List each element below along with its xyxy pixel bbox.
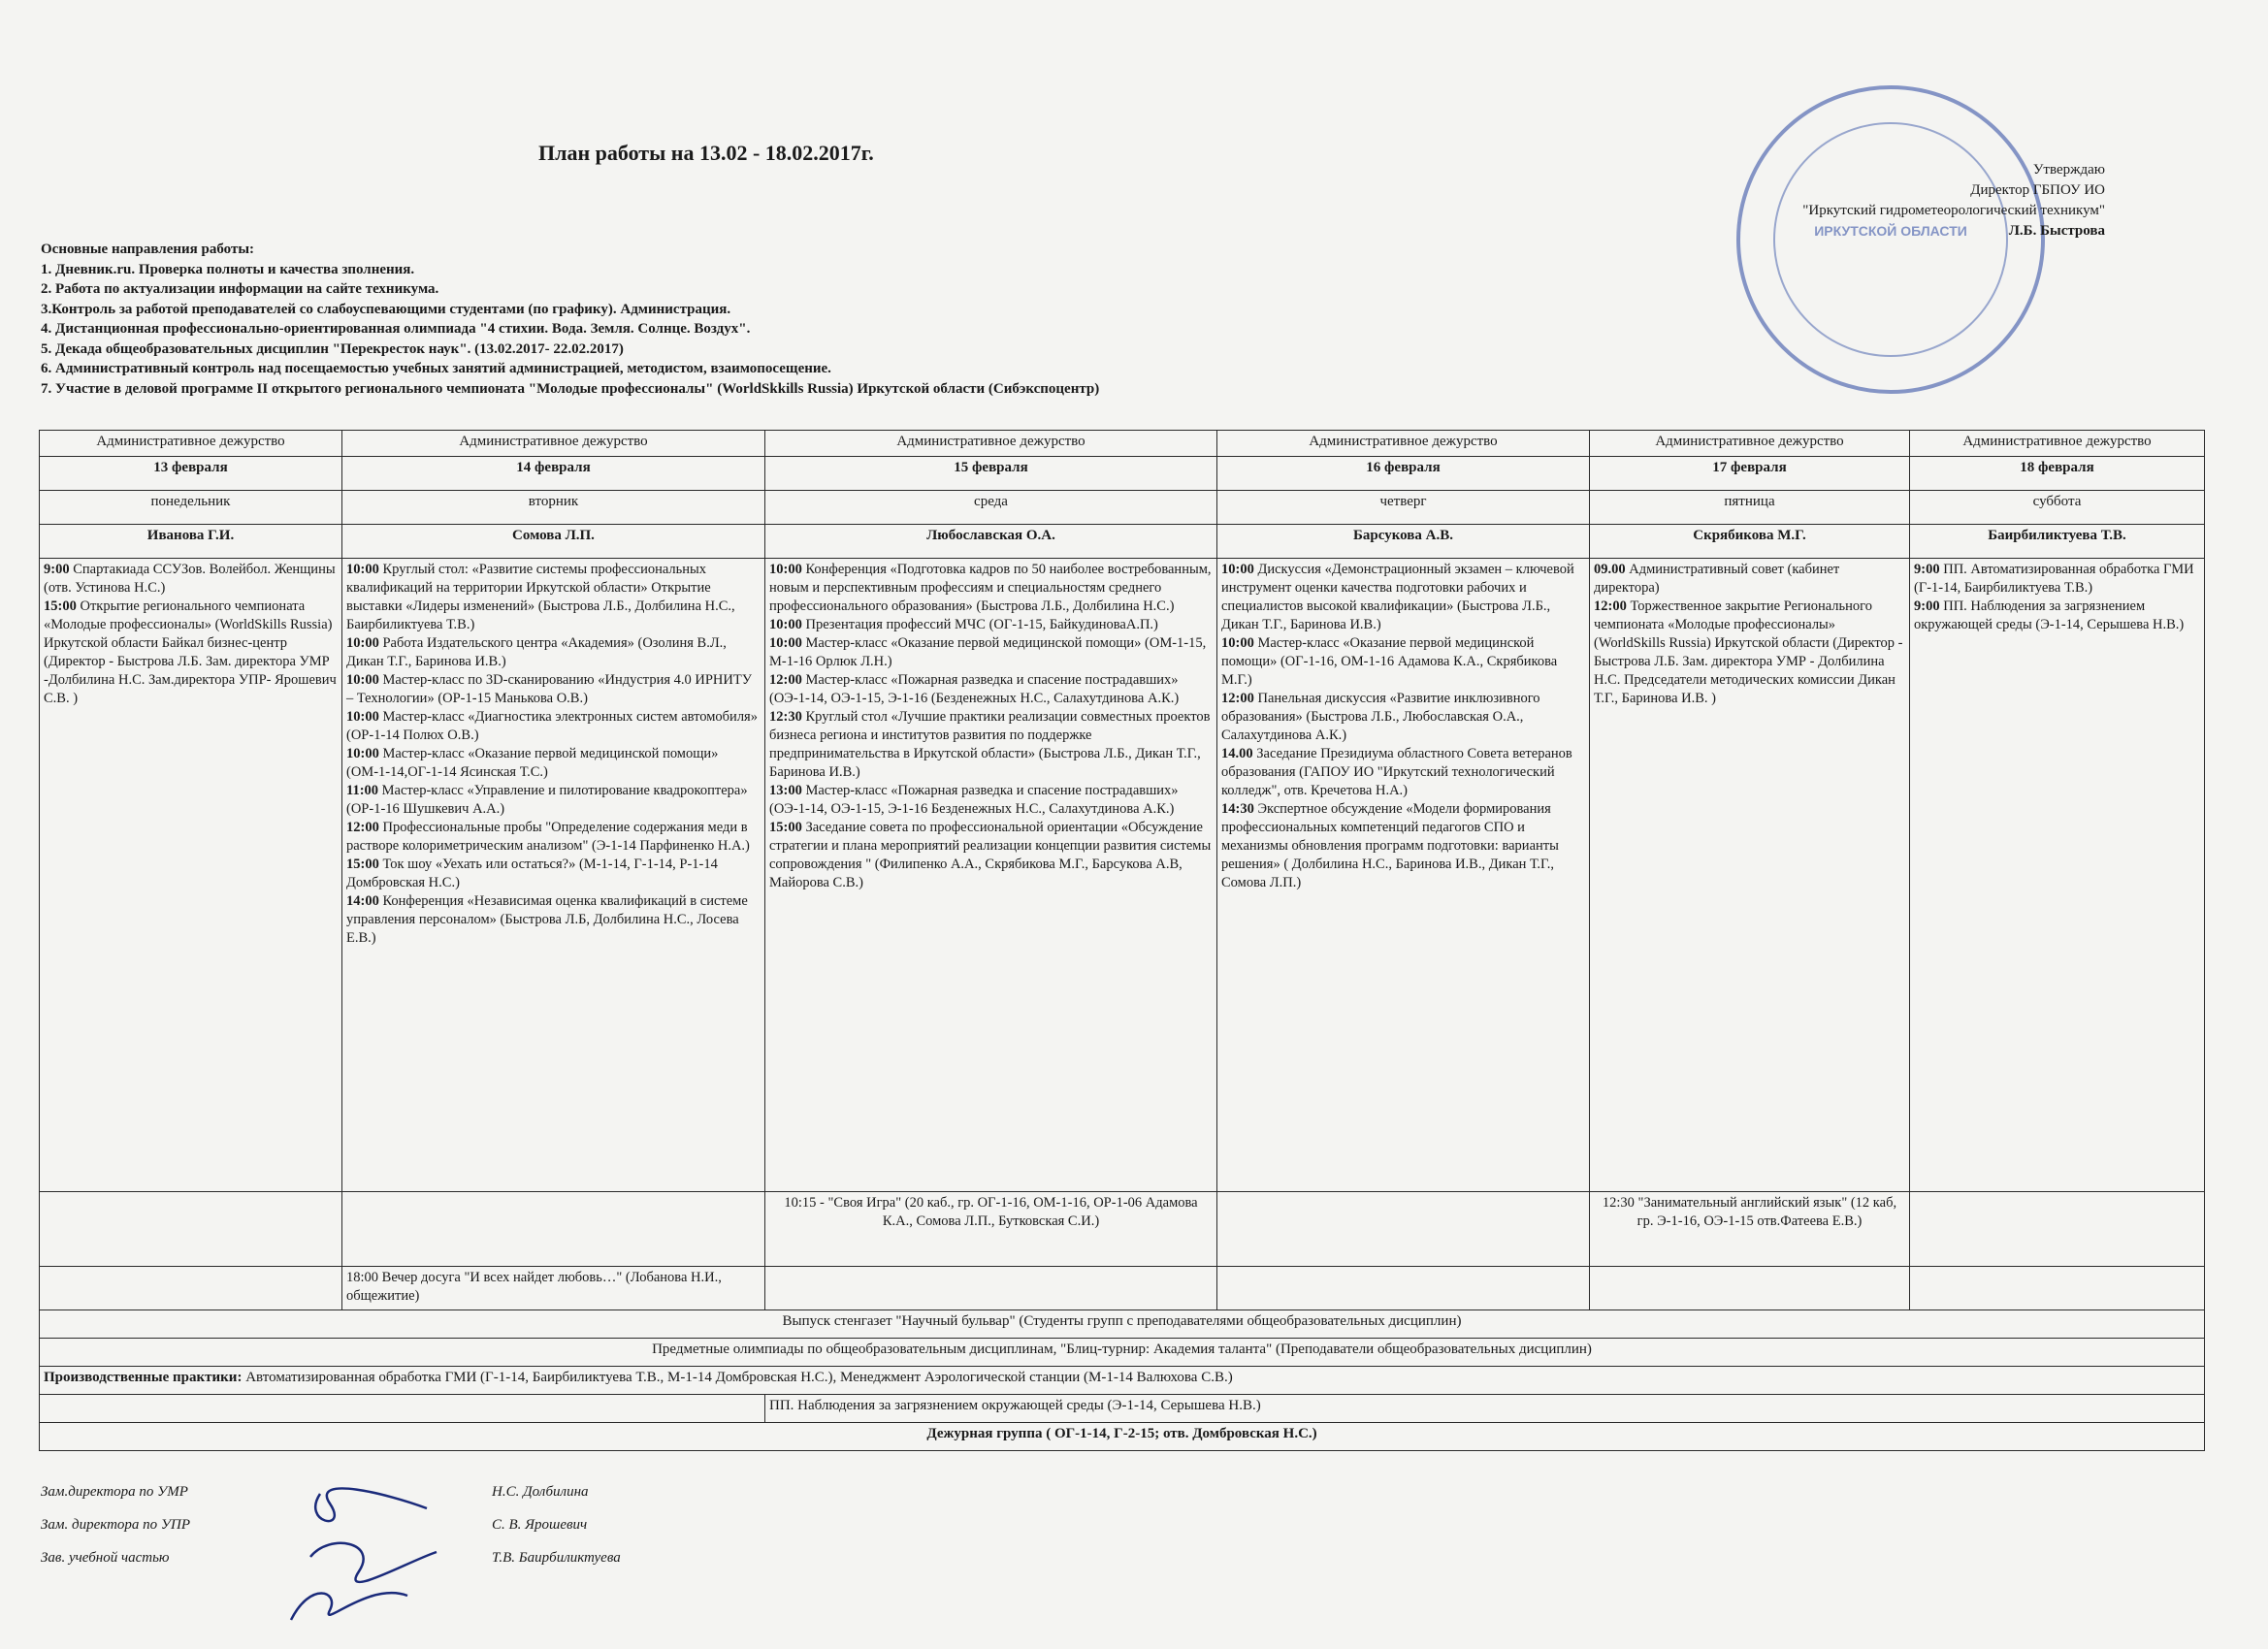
event-time: 14:00 xyxy=(346,893,379,909)
event-item xyxy=(346,708,761,745)
duty-header-row xyxy=(40,431,2205,457)
event-item xyxy=(346,819,761,856)
approval-line: Утверждаю xyxy=(2032,162,2105,178)
empty-cell xyxy=(40,1395,765,1423)
event-text: Мастер-класс по 3D-сканированию «Индустрия 4.0 ИРНИТУ – Технологии» (ОР-1-15 Манькова О.В.) xyxy=(346,672,752,706)
empty-cell xyxy=(1217,1192,1590,1267)
event-item xyxy=(44,598,338,708)
empty-cell xyxy=(342,1192,765,1267)
duty-person-cell: Скрябикова М.Г. xyxy=(1590,525,1910,559)
empty-cell xyxy=(1590,1267,1910,1310)
event-item xyxy=(1221,634,1585,690)
event-text: Мастер-класс «Управление и пилотирование квадрокоптера» (ОР-1-16 Шушкевич А.А.) xyxy=(346,783,748,817)
main-directions xyxy=(41,240,1593,399)
event-text: Заседание совета по профессиональной ориентации «Обсуждение стратегии и плана мероприятий реализации концепции развития системы сопровождения " (Филипенко А.А., Скрябикова М.Г., Барсукова А.В, Майорова С.В.) xyxy=(769,820,1212,890)
event-time: 12:00 xyxy=(769,672,802,688)
event-item xyxy=(769,634,1213,671)
date-cell: 18 февраля xyxy=(1910,457,2205,491)
event-text: Экспертное обсуждение «Модели формирования профессиональных компетенций педагогов СПО и механизмы обновления программ подготовки: варианты решения» ( Долбилина Н.С., Баринова И.В., Дикан Т.Г., Сомова Л.П.) xyxy=(1221,801,1559,890)
event-time: 10:00 xyxy=(346,672,379,688)
direction-item: 2. Работа по актуализации информации на сайте техникума. xyxy=(41,281,439,297)
event-item xyxy=(769,819,1213,892)
event-time: 10:00 xyxy=(346,635,379,651)
band-newspaper: Выпуск стенгазет "Научный бульвар" (Студенты групп с преподавателями общеобразовательных дисциплин) xyxy=(40,1310,2205,1339)
event-text: Административный совет (кабинет директора) xyxy=(1594,562,1840,596)
event-item xyxy=(346,634,761,671)
date-cell: 14 февраля xyxy=(342,457,765,491)
event-text: Работа Издательского центра «Академия» (Озолиня В.Л., Дикан Т.Г., Баринова И.В.) xyxy=(346,635,727,669)
band-duty-group: Дежурная группа ( ОГ-1-14, Г-2-15; отв. Домбровская Н.С.) xyxy=(40,1423,2205,1451)
signature-name: Н.С. Долбилина xyxy=(492,1484,589,1500)
duty-person-row xyxy=(40,525,2205,559)
event-text: Круглый стол: «Развитие системы профессиональных квалификаций на территории Иркутской области» Открытие выставки «Лидеры изменений» (Быстрова Л.Б., Долбилина Н.С., Баирбиликтуева Т.В.) xyxy=(346,562,735,632)
empty-cell xyxy=(1910,1267,2205,1310)
direction-item: 1. Дневник.ru. Проверка полноты и качества зполнения. xyxy=(41,261,415,277)
event-time: 10:00 xyxy=(769,635,802,651)
event-item xyxy=(769,561,1213,616)
event-text: Ток шоу «Уехать или остаться?» (М-1-14, Г-1-14, Р-1-14 Домбровская Н.С.) xyxy=(346,857,718,890)
event-item xyxy=(346,892,761,948)
event-item xyxy=(1594,561,1905,598)
event-text: Мастер-класс «Оказание первой медицинской помощи» (ОМ-1-15, М-1-16 Орлюк Л.Н.) xyxy=(769,635,1207,669)
practice-text: Автоматизированная обработка ГМИ (Г-1-14, Баирбиликтуева Т.В., М-1-14 Домбровская Н.С.), Менеджмент Аэрологической станции (М-1-14 Валюхова С.В.) xyxy=(242,1370,1233,1385)
event-text: Мастер-класс «Диагностика электронных систем автомобиля» (ОР-1-14 Полюх О.В.) xyxy=(346,709,758,743)
duty-header-cell: Административное дежурство xyxy=(1910,431,2205,457)
direction-item: 3.Контроль за работой преподавателей со слабоуспевающими студентами (по графику). Администрация. xyxy=(41,301,731,317)
events-cell-saturday xyxy=(1910,559,2205,1192)
empty-cell xyxy=(40,1192,342,1267)
event-text: Дискуссия «Демонстрационный экзамен – ключевой инструмент оценки качества подготовки рабочих и специалистов высокой квалификации» (Быстрова Л.Б., Дикан Т.Г., Баринова И.В.) xyxy=(1221,562,1574,632)
date-cell: 15 февраля xyxy=(765,457,1217,491)
event-item xyxy=(1221,690,1585,745)
weekday-cell: среда xyxy=(765,491,1217,525)
event-time: 12:30 xyxy=(769,709,802,725)
duty-header-cell: Административное дежурство xyxy=(765,431,1217,457)
extra-events-row xyxy=(40,1192,2205,1267)
approval-line: "Иркутский гидрометеорологический техникум" xyxy=(1802,203,2105,218)
event-text: Конференция «Подготовка кадров по 50 наиболее востребованным, новым и перспективным профессиям и специальностям среднего профессионального образования» (Быстрова Л.Б., Долбилина Н.С.) xyxy=(769,562,1212,614)
direction-item: 7. Участие в деловой программе II открытого регионального чемпионата "Молодые профессионалы" (WorldSkkills Russia) Иркутской области (Сибэкспоцентр) xyxy=(41,380,1100,397)
event-item xyxy=(1914,561,2200,598)
event-item xyxy=(769,708,1213,782)
event-item xyxy=(769,782,1213,819)
events-cell-thursday xyxy=(1217,559,1590,1192)
event-text: Мастер-класс «Пожарная разведка и спасение пострадавших» (ОЭ-1-14, ОЭ-1-15, Э-1-16 Безденежных Н.С., Салахутдинова А.К.) xyxy=(769,783,1179,817)
event-english-club: 12:30 "Занимательный английский язык" (12 каб, гр. Э-1-16, ОЭ-1-15 отв.Фатеева Е.В.) xyxy=(1590,1192,1910,1267)
date-cell: 16 февраля xyxy=(1217,457,1590,491)
event-item xyxy=(346,561,761,634)
weekday-cell: пятница xyxy=(1590,491,1910,525)
event-time: 14:30 xyxy=(1221,801,1254,817)
signature-row xyxy=(41,1550,720,1583)
date-row xyxy=(40,457,2205,491)
band-practice xyxy=(40,1367,2205,1395)
event-text: Конференция «Независимая оценка квалификаций в системе управления персоналом» (Быстрова Л.Б, Долбилина Н.С., Лосева Е.В.) xyxy=(346,893,748,946)
date-cell: 17 февраля xyxy=(1590,457,1910,491)
empty-cell xyxy=(765,1267,1217,1310)
signature-row xyxy=(41,1484,720,1517)
weekday-cell: вторник xyxy=(342,491,765,525)
band-row xyxy=(40,1367,2205,1395)
event-item xyxy=(44,561,338,598)
practice-label: Производственные практики: xyxy=(44,1370,243,1385)
direction-item: 4. Дистанционная профессионально-ориентированная олимпиада "4 стихии. Вода. Земля. Солнце. Воздух". xyxy=(41,321,751,337)
event-time: 11:00 xyxy=(346,783,379,798)
event-time: 15:00 xyxy=(769,820,802,835)
directions-heading: Основные направления работы: xyxy=(41,242,255,257)
event-text: ПП. Автоматизированная обработка ГМИ (Г-1-14, Баирбиликтуева Т.В.) xyxy=(1914,562,2194,596)
event-item xyxy=(1221,561,1585,634)
events-cell-friday xyxy=(1590,559,1910,1192)
event-item xyxy=(1914,598,2200,634)
signature-name: С. В. Ярошевич xyxy=(492,1517,588,1533)
event-item xyxy=(769,616,1213,634)
signature-role: Зав. учебной частью xyxy=(41,1550,170,1566)
duty-person-cell: Баирбиликтуева Т.В. xyxy=(1910,525,2205,559)
event-text: Мастер-класс «Пожарная разведка и спасение пострадавших» (ОЭ-1-14, ОЭ-1-15, Э-1-16 (Безденежных Н.С., Салахутдинова А.К.) xyxy=(769,672,1180,706)
event-time: 15:00 xyxy=(44,598,77,614)
events-cell-wednesday xyxy=(765,559,1217,1192)
weekly-plan-table xyxy=(39,430,2205,1451)
event-time: 09.00 xyxy=(1594,562,1626,577)
events-cell-monday xyxy=(40,559,342,1192)
approval-line: Директор ГБПОУ ИО xyxy=(1970,182,2105,198)
event-text: Мастер-класс «Оказание первой медицинской помощи» (ОМ-1-14,ОГ-1-14 Ясинская Т.С.) xyxy=(346,746,719,780)
event-time: 14.00 xyxy=(1221,746,1253,761)
duty-header-cell: Административное дежурство xyxy=(342,431,765,457)
event-text: Презентация профессий МЧС (ОГ-1-15, БайкудиноваА.П.) xyxy=(801,617,1158,632)
event-time: 9:00 xyxy=(1914,562,1940,577)
event-item xyxy=(346,671,761,708)
signature-role: Зам. директора по УПР xyxy=(41,1517,190,1533)
event-time: 10:00 xyxy=(346,746,379,761)
duty-header-cell: Административное дежурство xyxy=(40,431,342,457)
event-own-game: 10:15 - "Своя Игра" (20 каб., гр. ОГ-1-16, ОМ-1-16, ОР-1-06 Адамова К.А., Сомова Л.П., Бутковская С.И.) xyxy=(765,1192,1217,1267)
event-time: 10:00 xyxy=(769,617,802,632)
signature-block xyxy=(41,1484,720,1583)
empty-cell xyxy=(40,1267,342,1310)
date-cell: 13 февраля xyxy=(40,457,342,491)
approval-block xyxy=(1649,160,2105,242)
duty-person-cell: Барсукова А.В. xyxy=(1217,525,1590,559)
duty-header-cell: Административное дежурство xyxy=(1217,431,1590,457)
events-cell-tuesday xyxy=(342,559,765,1192)
event-text: Мастер-класс «Оказание первой медицинской помощи» (ОГ-1-16, ОМ-1-16 Адамова К.А., Скрябикова М.Г.) xyxy=(1221,635,1558,688)
event-item xyxy=(346,745,761,782)
duty-person-cell: Любославская О.А. xyxy=(765,525,1217,559)
weekday-row xyxy=(40,491,2205,525)
direction-item: 5. Декада общеобразовательных дисциплин "Перекресток наук". (13.02.2017- 22.02.2017) xyxy=(41,340,624,357)
signature-row xyxy=(41,1517,720,1550)
event-text: Спартакиада ССУЗов. Волейбол. Женщины (отв. Устинова Н.С.) xyxy=(44,562,336,596)
empty-cell xyxy=(1910,1192,2205,1267)
event-text: Профессиональные пробы "Определение содержания меди в растворе колориметрическим анализом" (Э-1-14 Парфиненко Н.А.) xyxy=(346,820,750,854)
event-time: 10:00 xyxy=(1221,562,1254,577)
approval-director-name: Л.Б. Быстрова xyxy=(2008,223,2105,239)
weekday-cell: четверг xyxy=(1217,491,1590,525)
event-text: Торжественное закрытие Регионального чемпионата «Молодые профессионалы» (WorldSkills Russia) Иркутской области (Директор - Быстрова Л.Б. Зам. директора УМР - Долбилина Н.С. Председатели методических комиссии Дикан Т.Г., Баринова И.В. ) xyxy=(1594,598,1903,706)
duty-header-cell: Административное дежурство xyxy=(1590,431,1910,457)
event-text: Заседание Президиума областного Совета ветеранов образования (ГАПОУ ИО "Иркутский технологический колледж", отв. Кречетова Н.А.) xyxy=(1221,746,1572,798)
page-title: План работы на 13.02 - 18.02.2017г. xyxy=(538,141,874,165)
event-text: Панельная дискуссия «Развитие инклюзивного образования» (Быстрова Л.Б., Любославская О.А., Салахутдинова А.К.) xyxy=(1221,691,1540,743)
event-text: Круглый стол «Лучшие практики реализации совместных проектов бизнеса региона и институтов развития по поддержке предпринимательства в Иркутской области» (Быстрова Л.Б., Дикан Т.Г., Баринова И.В.) xyxy=(769,709,1211,780)
band-row xyxy=(40,1339,2205,1367)
event-time: 9:00 xyxy=(44,562,70,577)
event-text: Открытие регионального чемпионата «Молодые профессионалы» (WorldSkills Russia) Иркутской области Байкал бизнес-центр (Директор - Быстрова Л.Б. Зам. директора УМР -Долбилина Н.С. Зам.директора УПР- Ярошевич С.В. ) xyxy=(44,598,337,706)
event-time: 10:00 xyxy=(1221,635,1254,651)
event-time: 10:00 xyxy=(346,709,379,725)
event-item xyxy=(1221,745,1585,800)
band-olympiads: Предметные олимпиады по общеобразовательным дисциплинам, "Блиц-турнир: Академия таланта" (Преподаватели общеобразовательных дисциплин) xyxy=(40,1339,2205,1367)
event-time: 15:00 xyxy=(346,857,379,872)
event-evening-leisure: 18:00 Вечер досуга "И всех найдет любовь…" (Лобанова Н.И., общежитие) xyxy=(342,1267,765,1310)
event-time: 12:00 xyxy=(1221,691,1254,706)
duty-person-cell: Иванова Г.И. xyxy=(40,525,342,559)
band-practice-monitoring: ПП. Наблюдения за загрязнением окружающей среды (Э-1-14, Серышева Н.В.) xyxy=(765,1395,2205,1423)
weekday-cell: понедельник xyxy=(40,491,342,525)
band-row xyxy=(40,1395,2205,1423)
event-text: ПП. Наблюдения за загрязнением окружающей среды (Э-1-14, Серышева Н.В.) xyxy=(1914,598,2185,632)
stamp-text: ИРКУТСКОЙ ОБЛАСТИ xyxy=(1814,223,1967,239)
event-time: 10:00 xyxy=(769,562,802,577)
event-item xyxy=(1594,598,1905,708)
signature-role: Зам.директора по УМР xyxy=(41,1484,188,1500)
event-item xyxy=(346,782,761,819)
event-time: 13:00 xyxy=(769,783,802,798)
event-time: 9:00 xyxy=(1914,598,1940,614)
event-time: 10:00 xyxy=(346,562,379,577)
duty-person-cell: Сомова Л.П. xyxy=(342,525,765,559)
direction-item: 6. Административный контроль над посещаемостью учебных занятий администрацией, методистом, взаимопосещение. xyxy=(41,361,831,376)
event-time: 12:00 xyxy=(346,820,379,835)
band-row xyxy=(40,1423,2205,1451)
event-time: 12:00 xyxy=(1594,598,1627,614)
signature-name: Т.В. Баирбиликтуева xyxy=(492,1550,621,1566)
events-row xyxy=(40,559,2205,1192)
event-item xyxy=(1221,800,1585,892)
event-item xyxy=(769,671,1213,708)
event-item xyxy=(346,856,761,892)
band-row xyxy=(40,1310,2205,1339)
weekday-cell: суббота xyxy=(1910,491,2205,525)
empty-cell xyxy=(1217,1267,1590,1310)
evening-events-row xyxy=(40,1267,2205,1310)
